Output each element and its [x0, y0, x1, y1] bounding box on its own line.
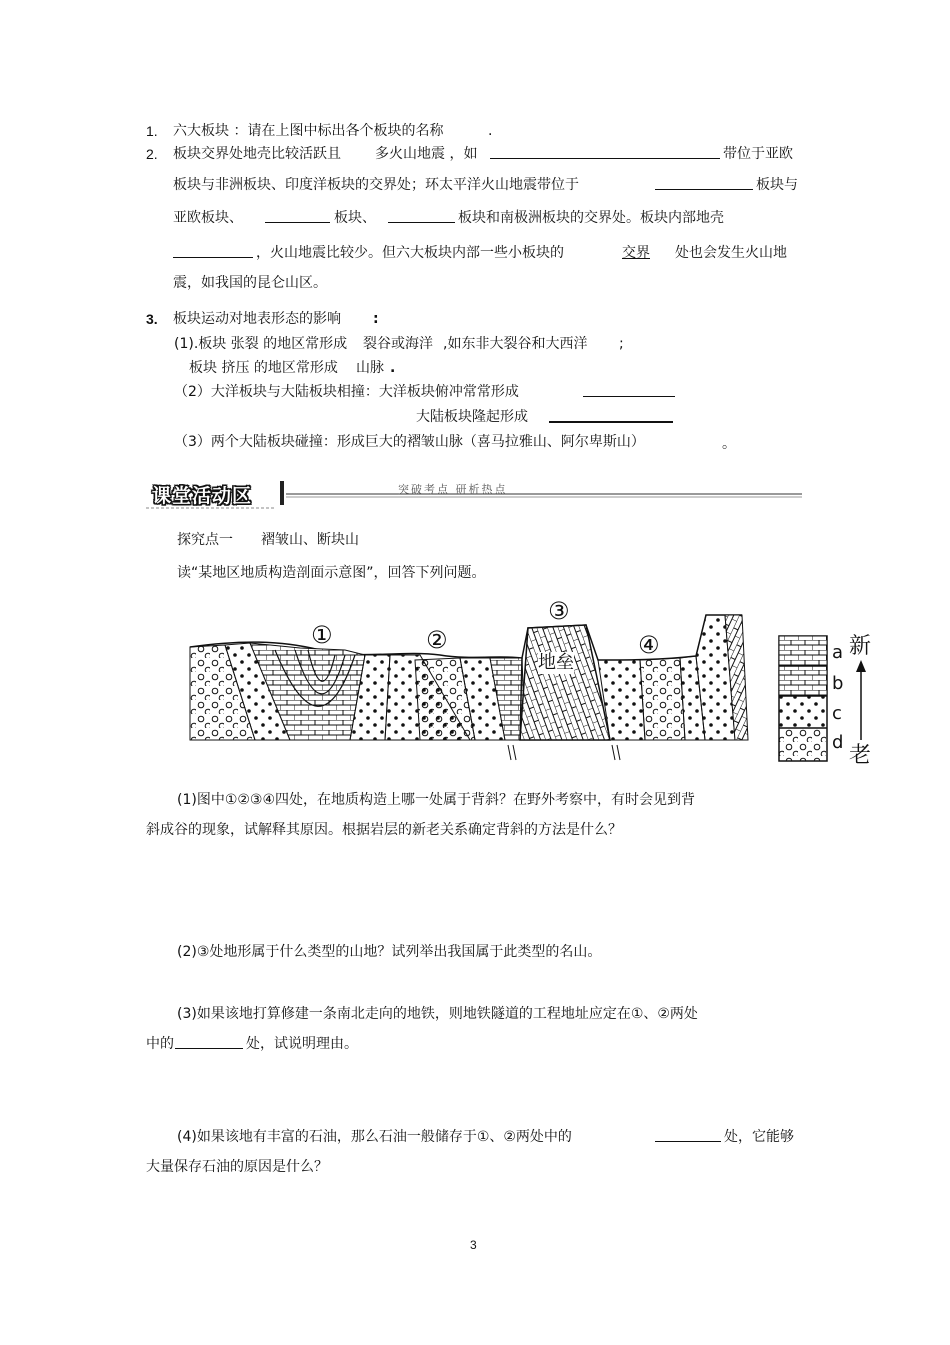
q2-line5: 震，如我国的昆仑山区。 — [173, 275, 327, 291]
q3-l1a: (1).板块 张裂 的地区常形成 — [174, 336, 348, 352]
question-4-line1a: (4)如果该地有丰富的石油，那么石油一般储存于①、②两处中的 — [177, 1129, 572, 1145]
q3-colon: : — [373, 311, 379, 327]
q3-l1d: ; — [619, 336, 624, 352]
q1-text: 六大板块 ：请在上图中标出各个板块的名称 — [173, 123, 444, 139]
marker-4: ④ — [638, 631, 660, 659]
q3-l5: （3）两个大陆板块碰撞：形成巨大的褶皱山脉（喜马拉雅山、阿尔卑斯山） — [174, 434, 645, 450]
q2-line1c: 带位于亚欧 — [723, 146, 793, 162]
q2-line1a: 板块交界处地壳比较活跃且 — [173, 146, 341, 162]
q2-line4c: 处也会发生火山地 — [675, 245, 787, 261]
marker-1: ① — [311, 621, 333, 649]
legend-b: b — [832, 673, 844, 694]
question-3-line1: (3)如果该地打算修建一条南北走向的地铁，则地铁隧道的工程地址应定在①、②两处 — [177, 1006, 698, 1022]
banner-subtitle: 突破考点 研析热点 — [398, 483, 508, 496]
q3-l2c: . — [390, 360, 396, 376]
legend-new: 新 — [849, 634, 872, 659]
explore-title: 探究点一 — [177, 532, 233, 548]
q2-number: 2. — [146, 146, 158, 162]
q2-line4b: 交界 — [622, 245, 650, 261]
q2-line3b: 板块、 — [334, 210, 376, 226]
question-1-line2: 斜成谷的现象，试解释其原因。根据岩层的新老关系确定背斜的方法是什么？ — [146, 822, 622, 838]
question-4-line1b: 处，它能够 — [724, 1129, 794, 1145]
legend-old: 老 — [849, 743, 872, 768]
q1-number: 1. — [146, 123, 158, 139]
legend-a: a — [832, 642, 844, 663]
question-3-line2b: 处，试说明理由。 — [246, 1036, 358, 1052]
question-3-line2a: 中的 — [146, 1036, 174, 1052]
explore-prompt: 读“某地区地质构造剖面示意图”，回答下列问题。 — [177, 565, 486, 581]
q3-l2b: 山脉 — [356, 360, 384, 376]
question-2: (2)③处地形属于什么类型的山地？试列举出我国属于此类型的名山。 — [177, 944, 602, 960]
marker-3: ③ — [548, 597, 570, 625]
q3-l1c: ,如东非大裂谷和大西洋 — [443, 336, 588, 352]
q3-number: 3. — [146, 311, 158, 327]
q2-line3a: 亚欧板块、 — [173, 210, 243, 226]
marker-2: ② — [426, 626, 448, 654]
q2-line2a: 板块与非洲板块、印度洋板块的交界处；环太平洋火山地震带位于 — [173, 177, 579, 193]
legend-c: c — [832, 703, 842, 724]
horst-label: 地垒 — [538, 652, 574, 673]
question-4-line2: 大量保存石油的原因是什么？ — [146, 1159, 328, 1175]
banner-title: 课堂活动区 — [152, 485, 253, 507]
q1-period: . — [488, 123, 493, 139]
q3-l2a: 板块 挤压 的地区常形成 — [189, 360, 338, 376]
page-number: 3 — [470, 1238, 477, 1252]
q3-title: 板块运动对地表形态的影响 — [173, 311, 341, 327]
q3-l5-end: 。 — [722, 436, 736, 452]
question-4-blank[interactable] — [655, 1127, 721, 1148]
q3-l4: 大陆板块隆起形成 — [416, 409, 528, 425]
legend-d: d — [832, 732, 844, 753]
explore-topic: 褶皱山、断块山 — [261, 532, 359, 548]
q2-line1b: 多火山地震 ，如 — [375, 146, 478, 162]
q3-l3: （2）大洋板块与大陆板块相撞：大洋板块俯冲常常形成 — [174, 384, 519, 400]
question-1-line1: (1)图中①②③④四处，在地质构造上哪一处属于背斜？在野外考察中，有时会见到背 — [177, 792, 696, 808]
q3-l1b: 裂谷或海洋 — [363, 336, 433, 352]
q2-line2b: 板块与 — [756, 177, 798, 193]
q2-line4a: ，火山地震比较少。但六大板块内部一些小板块的 — [256, 245, 564, 261]
question-3-blank[interactable] — [175, 1034, 243, 1055]
q2-line3c: 板块和南极洲板块的交界处。板块内部地壳 — [458, 210, 724, 226]
